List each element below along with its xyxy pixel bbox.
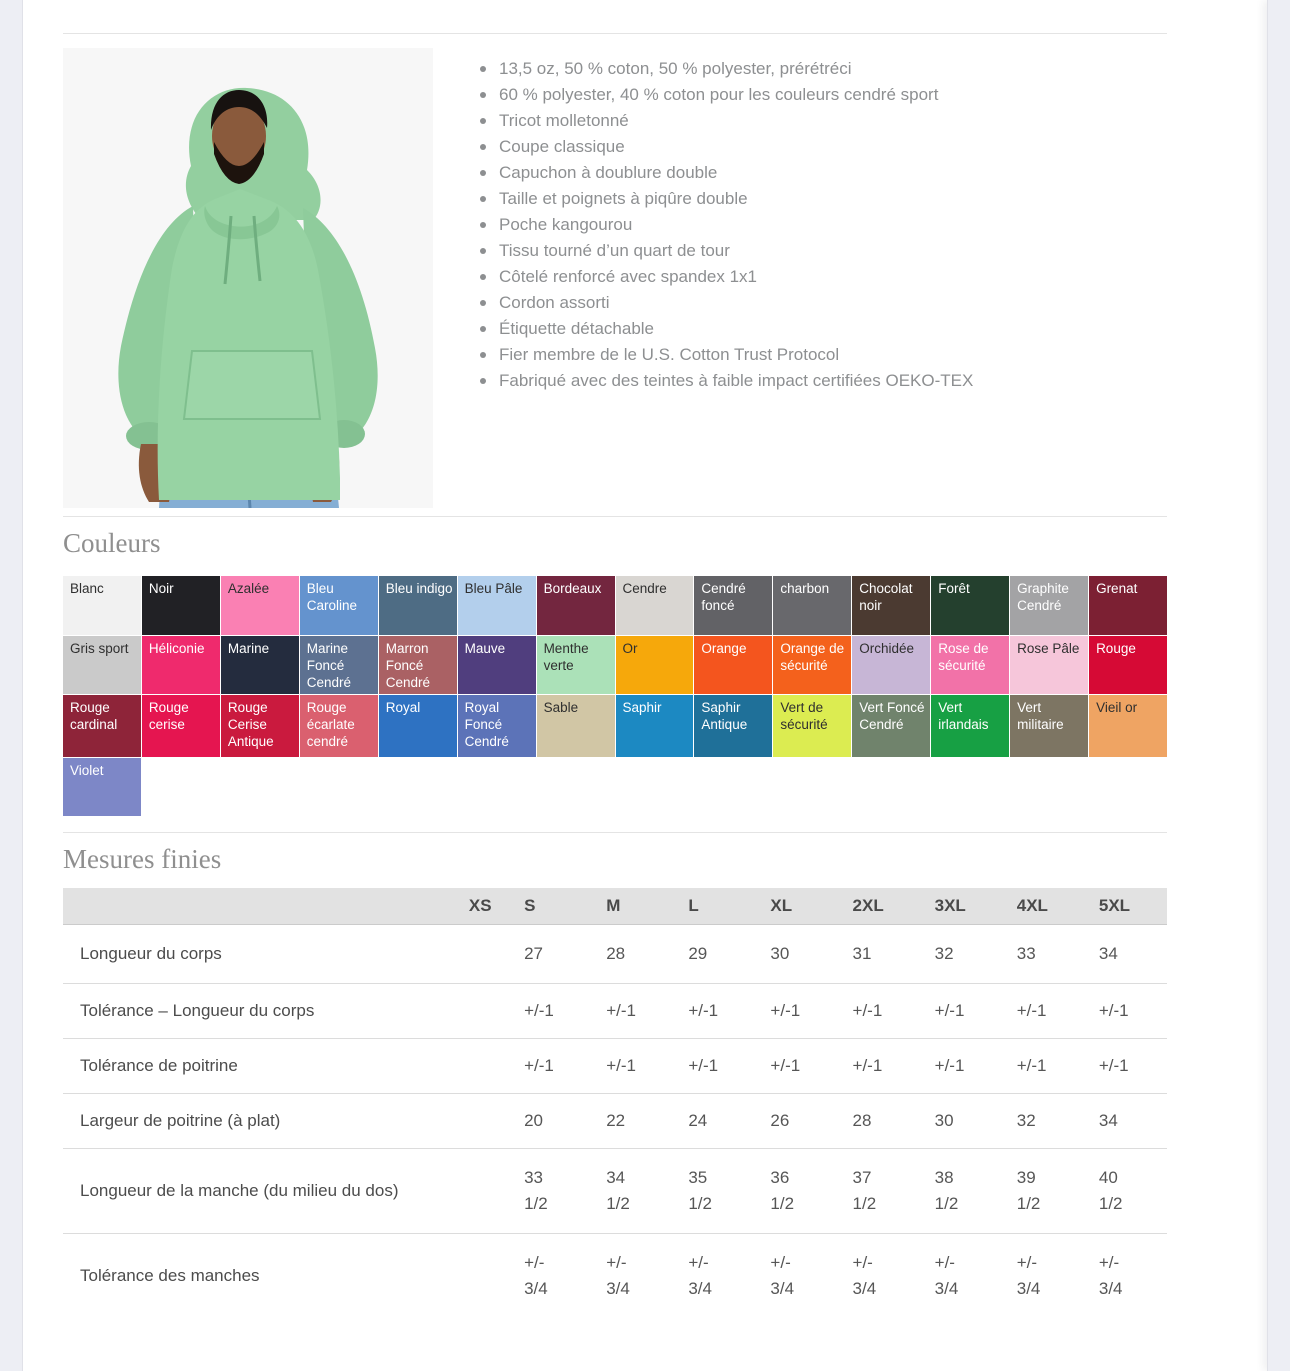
size-column-header: M (592, 888, 674, 925)
measurement-row (63, 1149, 1167, 1234)
color-swatch: Vert militaire (1010, 695, 1088, 757)
measurement-value: 29 (688, 944, 708, 964)
measurement-value: +/-1 (606, 1056, 636, 1076)
measurement-value (455, 1149, 510, 1234)
feature-item: Tricot molletonné (478, 108, 973, 134)
color-swatch: Rose Pâle (1010, 636, 1088, 694)
top-divider (63, 33, 1167, 34)
measurement-value: +/- 3/4 (1016, 1253, 1041, 1299)
swatch-row (63, 758, 1167, 816)
measurement-value: +/-1 (770, 1056, 801, 1076)
measurement-label: Tolérance des manches (80, 1266, 260, 1286)
product-photo (63, 48, 433, 508)
size-column-header: 5XL (1085, 888, 1167, 925)
measurement-label: Longueur du corps (80, 944, 222, 964)
measurement-value (455, 1039, 510, 1094)
measurement-value: 37 1/2 (852, 1168, 877, 1214)
measurement-label: Longueur de la manche (du milieu du dos) (80, 1181, 399, 1201)
measurement-value: 32 (1016, 1111, 1036, 1131)
feature-item: Tissu tourné d’un quart de tour (478, 238, 973, 264)
color-swatch: Marine (221, 636, 299, 694)
swatch-row (63, 695, 1167, 757)
size-header-row (63, 888, 1167, 925)
size-column-header: 2XL (839, 888, 921, 925)
measurement-value: +/- 3/4 (606, 1253, 630, 1299)
measurement-value: 28 (852, 1111, 872, 1131)
measurement-value: +/- 3/4 (852, 1253, 877, 1299)
measurement-value: +/-1 (1098, 1056, 1129, 1076)
measurement-value: 31 (852, 944, 872, 964)
color-swatch: Rouge Cerise Antique (221, 695, 299, 757)
feature-item: Taille et poignets à piqûre double (478, 186, 973, 212)
measurement-value: +/-1 (524, 1056, 554, 1076)
measurement-value: 26 (770, 1111, 790, 1131)
measurements-heading: Mesures finies (63, 844, 222, 875)
color-swatch: Gris sport (63, 636, 141, 694)
color-swatch: Rouge (1089, 636, 1167, 694)
color-swatch: charbon (773, 576, 851, 635)
measurement-value: 39 1/2 (1016, 1168, 1041, 1214)
color-swatch: Rouge cerise (142, 695, 220, 757)
color-swatch: Grenat (1089, 576, 1167, 635)
color-swatch: Graphite Cendré (1010, 576, 1088, 635)
measurement-value: 24 (688, 1111, 708, 1131)
measurement-value: +/-1 (852, 1001, 883, 1021)
color-swatch: Noir (142, 576, 220, 635)
measurement-value: +/-1 (1016, 1001, 1047, 1021)
measurement-value: 22 (606, 1111, 626, 1131)
color-swatch: Vieil or (1089, 695, 1167, 757)
measurement-label: Tolérance de poitrine (80, 1056, 238, 1076)
color-swatch: Saphir Antique (694, 695, 772, 757)
color-swatch: Menthe verte (537, 636, 615, 694)
measurement-value: 35 1/2 (688, 1168, 712, 1214)
feature-item: Fabriqué avec des teintes à faible impact certifiées OEKO-TEX (478, 368, 973, 394)
measurement-value: 30 (934, 1111, 954, 1131)
swatch-row (63, 636, 1167, 694)
size-column-header (63, 888, 455, 925)
measurements-body (63, 925, 1167, 1319)
measurement-row (63, 1094, 1167, 1149)
feature-item: 13,5 oz, 50 % coton, 50 % polyester, prérétréci (478, 56, 973, 82)
measurement-value: 20 (524, 1111, 544, 1131)
color-swatch: Rose de sécurité (931, 636, 1009, 694)
measurement-value: +/-1 (934, 1001, 965, 1021)
color-swatch: Royal Foncé Cendré (458, 695, 536, 757)
measurement-value: +/-1 (1098, 1001, 1129, 1021)
measurement-value: +/-1 (1016, 1056, 1047, 1076)
measurement-value: +/-1 (606, 1001, 636, 1021)
color-swatch-grid (63, 576, 1167, 816)
model-hoodie-illustration (63, 48, 433, 508)
measurement-value: 34 1/2 (606, 1168, 630, 1214)
color-swatch: Bleu Pâle (458, 576, 536, 635)
measurements-table (63, 888, 1167, 1318)
measurement-value (455, 984, 510, 1039)
color-swatch: Or (616, 636, 694, 694)
measurement-value: 27 (524, 944, 544, 964)
color-swatch: Cendre (616, 576, 694, 635)
color-swatch: Orange (694, 636, 772, 694)
measurement-value: +/-1 (934, 1056, 965, 1076)
size-column-header: 4XL (1003, 888, 1085, 925)
color-swatch: Orchidée (852, 636, 930, 694)
measurement-value: +/- 3/4 (934, 1253, 959, 1299)
color-swatch: Marine Foncé Cendré (300, 636, 378, 694)
size-column-header: 3XL (921, 888, 1003, 925)
color-swatch: Rouge écarlate cendré (300, 695, 378, 757)
page-left-gutter (0, 0, 23, 1371)
measurement-value: 36 1/2 (770, 1168, 795, 1214)
size-column-header: L (674, 888, 756, 925)
color-swatch: Cendré foncé (694, 576, 772, 635)
color-swatch: Saphir (616, 695, 694, 757)
measurement-row (63, 1234, 1167, 1319)
color-swatch: Violet (63, 758, 141, 816)
feature-item: Cordon assorti (478, 290, 973, 316)
measurement-value: +/-1 (770, 1001, 801, 1021)
feature-item: Poche kangourou (478, 212, 973, 238)
measurement-value: +/- 3/4 (1098, 1253, 1123, 1299)
measurement-value: 34 (1098, 1111, 1118, 1131)
measurements-divider (63, 832, 1167, 833)
measurement-value: +/-1 (688, 1001, 719, 1021)
feature-list (433, 56, 973, 508)
color-swatch: Orange de sécurité (773, 636, 851, 694)
feature-item: Capuchon à doublure double (478, 160, 973, 186)
color-swatch: Rouge cardinal (63, 695, 141, 757)
color-swatch: Héliconie (142, 636, 220, 694)
page-right-gutter (1267, 0, 1290, 1371)
measurement-value: 38 1/2 (934, 1168, 959, 1214)
size-column-header: XL (756, 888, 838, 925)
color-swatch: Sable (537, 695, 615, 757)
measurement-label: Largeur de poitrine (à plat) (80, 1111, 281, 1131)
measurement-value (455, 1234, 510, 1319)
color-swatch: Chocolat noir (852, 576, 930, 635)
swatch-row (63, 576, 1167, 635)
measurement-value: +/-1 (688, 1056, 719, 1076)
measurement-value: 28 (606, 944, 626, 964)
size-column-header: S (510, 888, 592, 925)
measurement-value: +/- 3/4 (770, 1253, 795, 1299)
color-swatch: Royal (379, 695, 457, 757)
measurement-value: +/- 3/4 (688, 1253, 712, 1299)
feature-item: Côtelé renforcé avec spandex 1x1 (478, 264, 973, 290)
measurement-label: Tolérance – Longueur du corps (80, 1001, 315, 1021)
feature-item: 60 % polyester, 40 % coton pour les couleurs cendré sport (478, 82, 973, 108)
measurement-value (455, 925, 510, 984)
measurements-header (63, 888, 1167, 925)
measurement-row (63, 1039, 1167, 1094)
color-swatch: Vert irlandais (931, 695, 1009, 757)
size-column-header: XS (455, 888, 510, 925)
measurement-value: 40 1/2 (1098, 1168, 1123, 1214)
measurement-value (455, 1094, 510, 1149)
color-swatch: Mauve (458, 636, 536, 694)
color-swatch: Azalée (221, 576, 299, 635)
measurement-row (63, 984, 1167, 1039)
color-swatch: Bordeaux (537, 576, 615, 635)
colors-heading: Couleurs (63, 528, 161, 558)
feature-item: Étiquette détachable (478, 316, 973, 342)
color-swatch: Blanc (63, 576, 141, 635)
measurement-value: +/- 3/4 (524, 1253, 548, 1299)
page-content (63, 0, 1167, 1318)
color-swatch: Bleu Caroline (300, 576, 378, 635)
feature-item: Coupe classique (478, 134, 973, 160)
measurement-value: +/-1 (524, 1001, 554, 1021)
color-swatch: Forêt (931, 576, 1009, 635)
measurement-value: 33 (1016, 944, 1036, 964)
measurement-value: +/-1 (852, 1056, 883, 1076)
color-swatch: Marron Foncé Cendré (379, 636, 457, 694)
color-swatch: Vert de sécurité (773, 695, 851, 757)
measurement-row (63, 925, 1167, 984)
product-section (63, 48, 1167, 508)
measurement-value: 33 1/2 (524, 1168, 548, 1214)
measurement-value: 30 (770, 944, 790, 964)
measurement-value: 32 (934, 944, 954, 964)
measurement-value: 34 (1098, 944, 1118, 964)
colors-divider (63, 516, 1167, 517)
feature-item: Fier membre de le U.S. Cotton Trust Protocol (478, 342, 973, 368)
color-swatch: Bleu indigo (379, 576, 457, 635)
color-swatch: Vert Foncé Cendré (852, 695, 930, 757)
